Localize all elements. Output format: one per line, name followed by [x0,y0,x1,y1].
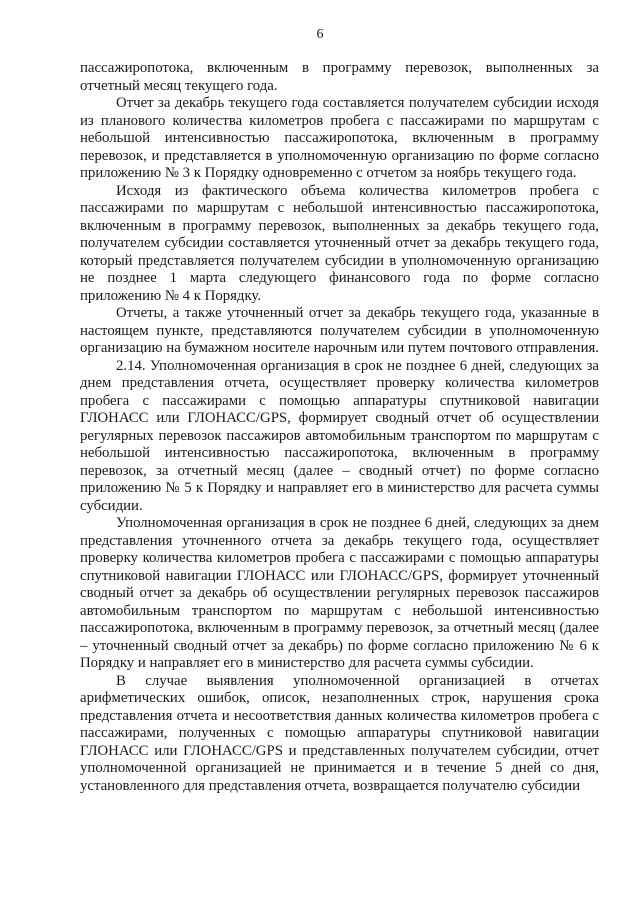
paragraph-refined-summary: Уполномоченная организация в срок не позднее 6 дней, следующих за днем представления уточненного отчета за декабрь текущего года, осуществляет проверку количества километров пробега с пассажирами с помощью аппаратуры спутниковой навигации ГЛОНАСС или ГЛОНАСС/GPS, формирует уточненный сводный отчет за декабрь об осуществлении регулярных перевозок пассажиров автомобильным транспортом по маршрутам с небольшой интенсивностью пассажиропотока, включенным в программу перевозок, за отчетный месяц (далее – уточненный сводный отчет за декабрь) по форме согласно приложению № 6 к Порядку и направляет его в министерство для расчета суммы субсидии. [80,515,599,671]
paragraph-errors: В случае выявления уполномоченной организацией в отчетах арифметических ошибок, описок, незаполненных строк, нарушения срока представления отчета и несоответствия данных количества километров пробега с пассажирами, полученных с помощью аппаратуры спутниковой навигации ГЛОНАСС или ГЛОНАСС/GPS и представленных получателем субсидии, отчет уполномоченной организацией не принимается и в течение 5 дней со дня, установленного для представления отчета, возвращается получателю субсидии [80,672,599,794]
paragraph-december-report: Отчет за декабрь текущего года составляется получателем субсидии исходя из планового количества километров пробега с пассажирами по маршрутам с небольшой интенсивностью пассажиропотока, включенным в программу перевозок, и представляется в уполномоченную организацию по форме согласно приложению № 3 к Порядку одновременно с отчетом за ноябрь текущего года. [80,95,599,181]
paragraph-clause-2-14: 2.14. Уполномоченная организация в срок не позднее 6 дней, следующих за днем представления отчета, осуществляет проверку количества километров пробега с пассажирами с помощью аппаратуры спутниковой навигации ГЛОНАСС или ГЛОНАСС/GPS, формирует сводный отчет об осуществлении регулярных перевозок пассажиров автомобильным транспортом по маршрутам с небольшой интенсивностью пассажиропотока, включенным в программу перевозок, за отчетный месяц (далее – сводный отчет) по форме согласно приложению № 5 к Порядку и направляет его в министерство для расчета суммы субсидии. [80,357,599,514]
paragraph-refined-report: Исходя из фактического объема количества километров пробега с пассажирами по маршрутам с небольшой интенсивностью пассажиропотока, включенным в программу перевозок, выполненных за декабрь текущего года, получателем субсидии составляется уточненный отчет за декабрь текущего года, который представляется получателем субсидии в уполномоченную организацию не позднее 1 марта следующего финансового года по форме согласно приложению № 4 к Порядку. [80,182,599,304]
paragraph-continuation: пассажиропотока, включенным в программу перевозок, выполненных за отчетный месяц текущего года. [80,60,599,94]
document-body [80,60,599,795]
page-number: 6 [316,27,324,42]
paragraph-report-submission: Отчеты, а также уточненный отчет за декабрь текущего года, указанные в настоящем пункте, представляются получателем субсидии в уполномоченную организацию на бумажном носителе нарочным или путем почтового отправления. [80,305,600,356]
